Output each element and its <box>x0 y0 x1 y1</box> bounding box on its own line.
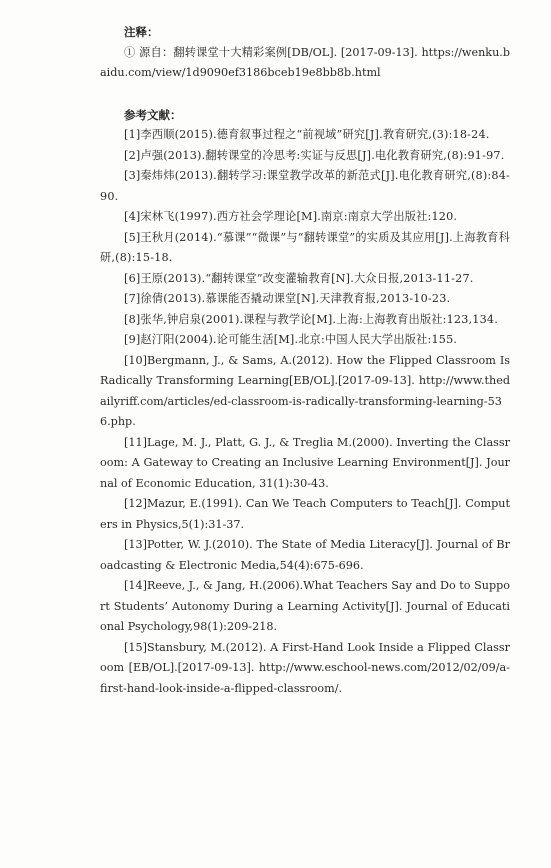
note-item: ① 源自：翻转课堂十大精彩案例[DB/OL]. [2017-09-13]. https://wenku.baidu.com/view/1d9090ef3186bceb19e8bb8b.html <box>100 45 510 79</box>
reference-item-3: [3]秦炜炜(2013).翻转学习:课堂教学改革的新范式[J].电化教育研究,(8):84-90. <box>100 169 510 203</box>
reference-item-6: [6]王原(2013).“翻转课堂”改变灌输教育[N].大众日报,2013-11-27. <box>124 271 474 285</box>
reference-item-4: [4]宋林飞(1997).西方社会学理论[M].南京:南京大学出版社:120. <box>124 210 458 223</box>
reference-item-7: [7]徐倩(2013).慕课能否撬动课堂[N].天津教育报,2013-10-23. <box>124 292 451 305</box>
reference-item-14: [14]Reeve, J., & Jang, H.(2006).What Teachers Say and Do to Support Students’ Autonomy During a Learning Activity[J]. Journal of Educational Psychology,98(1):209-218. <box>100 579 511 633</box>
reference-item-15: [15]Stansbury, M.(2012). A First-Hand Look Inside a Flipped Classroom [EB/OL].[2017-09-13]. http://www.eschool-news.com/2012/02/09/a-first-hand-look-inside-a-flipped-classroom/. <box>100 640 510 695</box>
reference-item-12: [12]Mazur, E.(1991). Can We Teach Computers to Teach[J]. Computers in Physics,5(1):31-37. <box>100 497 510 531</box>
reference-item-10: [10]Bergmann, J., & Sams, A.(2012). How the Flipped Classroom Is Radically Transforming Learning[EB/OL].[2017-09-13]. http://www.thedailyriff.com/articles/ed-classroom-is-radically-transforming-learning-536.php. <box>100 353 510 428</box>
section-gap <box>100 84 510 105</box>
reference-item-13: [13]Potter, W. J.(2010). The State of Media Literacy[J]. Journal of Broadcasting & Electronic Media,54(4):675-696. <box>100 538 510 572</box>
reference-item-1: [1]李西顺(2015).德育叙事过程之“前视域”研究[J].教育研究,(3):18-24. <box>124 128 490 141</box>
reference-item-9: [9]赵汀阳(2004).论可能生活[M].北京:中国人民大学出版社:155. <box>124 333 458 346</box>
reference-item-11: [11]Lage, M. J., Platt, G. J., & Treglia M.(2000). Inverting the Classroom: A Gateway to Creating an Inclusive Learning Environment[J]. Journal of Economic Education, 31(1):30-43. <box>100 435 510 490</box>
references-heading: 参考文献： <box>124 107 182 122</box>
reference-item-2: [2]卢强(2013).翻转课堂的冷思考:实证与反思[J].电化教育研究,(8):91-97. <box>124 148 505 162</box>
document-page <box>100 22 510 699</box>
reference-item-5: [5]王秋月(2014).“慕课”“微课”与“翻转课堂”的实质及其应用[J].上海教育科研,(8):15-18. <box>100 230 510 264</box>
notes-heading: 注释： <box>124 25 159 39</box>
reference-item-8: [8]张华,钟启泉(2001).课程与教学论[M].上海:上海教育出版社:123,134. <box>124 312 499 326</box>
